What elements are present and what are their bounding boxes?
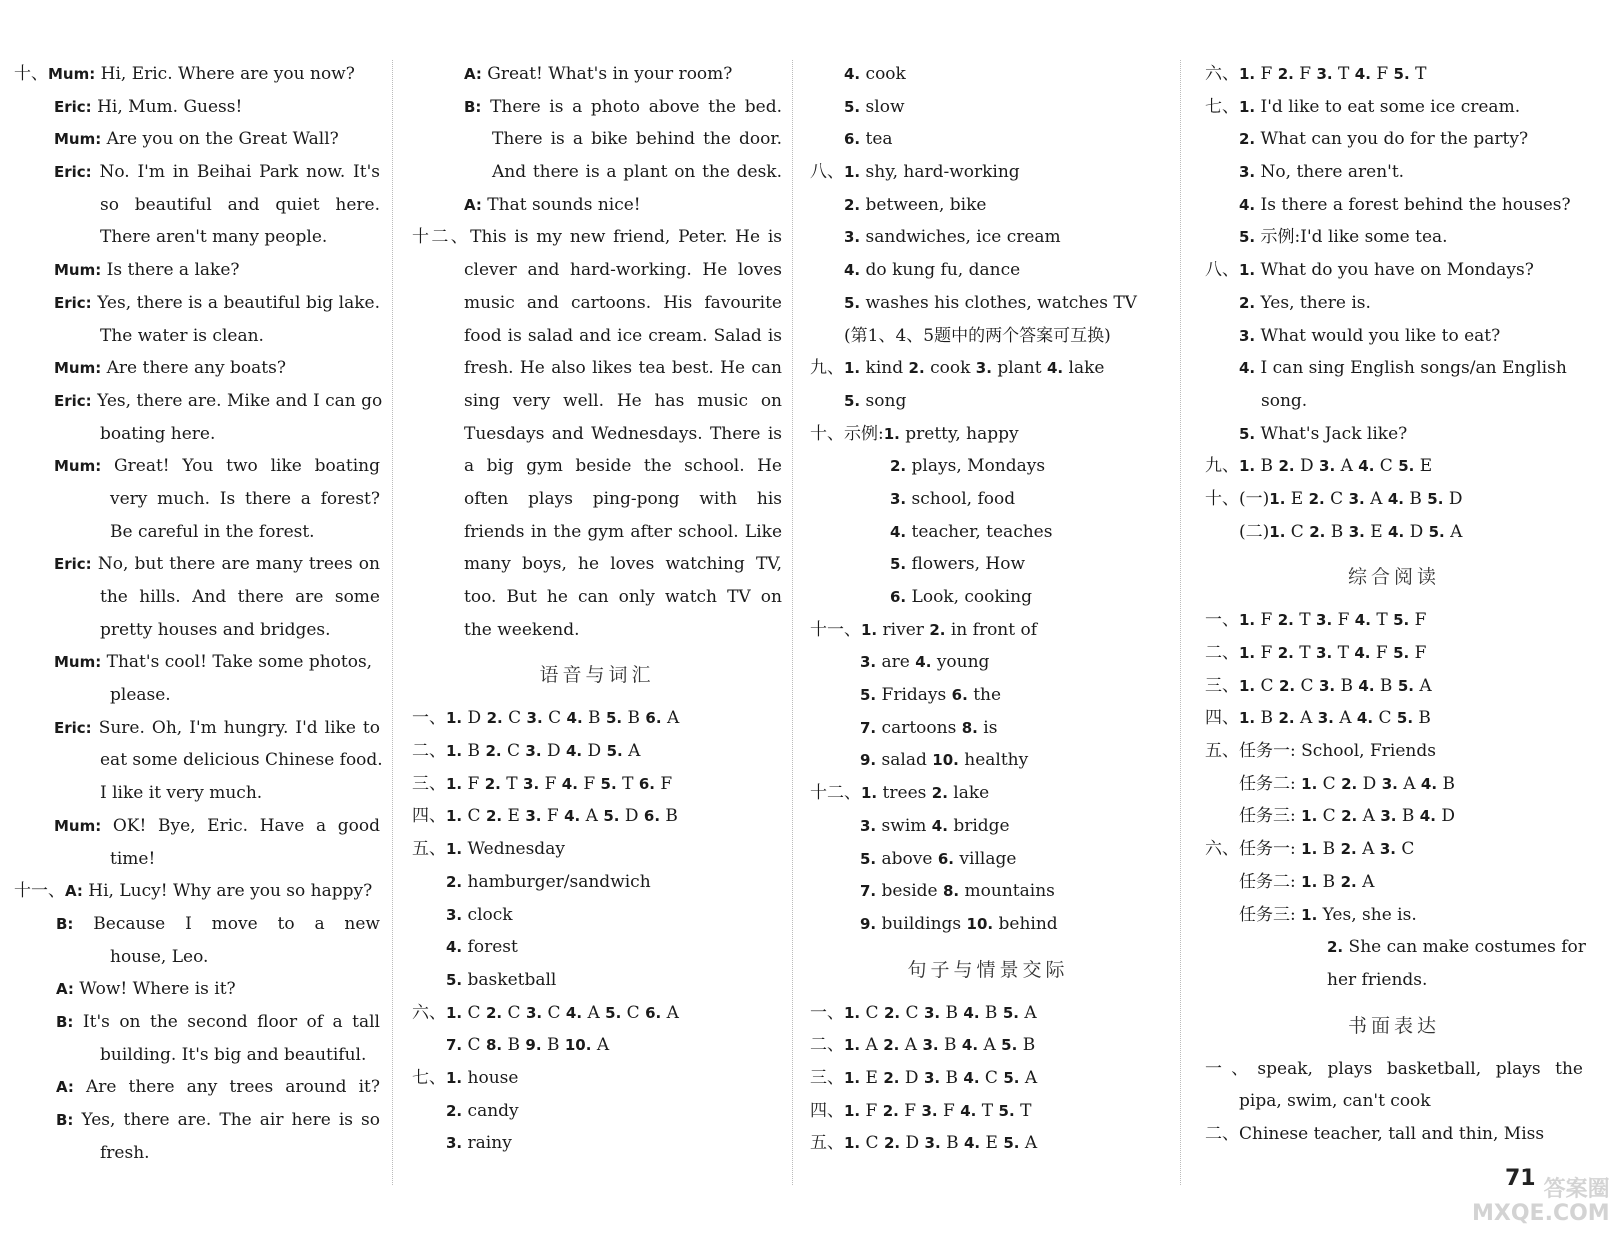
answer-line: 五、1. C 2. D 3. B 4. E 5. A [810, 1133, 1038, 1154]
passage-line: clever and hard-working. He loves [464, 260, 782, 281]
answer-line: 9. buildings 10. behind [860, 913, 1058, 934]
section-heading: 书面表达 [1347, 1014, 1440, 1037]
dialogue-line: B: Yes, there are. The air here is so [56, 1110, 380, 1130]
answer-line: 任务三: 1. Yes, she is. [1239, 904, 1417, 925]
dialogue-line: Eric: Sure. Oh, I'm hungry. I'd like to [54, 717, 380, 738]
answer-line: 2. Yes, there is. [1239, 292, 1371, 313]
dialogue-line: Mum: That's cool! Take some photos, [54, 652, 373, 673]
dialogue-line: B: It's on the second floor of a tall [56, 1011, 380, 1032]
answer-line: 3. clock [446, 904, 513, 925]
answer-note: (第1、4、5题中的两个答案可互换) [844, 325, 1111, 346]
answer-line: 5. slow [844, 96, 905, 117]
answer-line: 十一、1. river 2. in front of [810, 619, 1038, 640]
dialogue-line: 十一、A: Hi, Lucy! Why are you so happy? [14, 881, 373, 902]
passage-line: a big gym beside the school. He [464, 456, 782, 477]
watermark: 答案圈 MXQE.COM [1472, 1177, 1610, 1226]
answer-line: 六、1. F 2. F 3. T 4. F 5. T [1205, 64, 1427, 84]
passage-line: music and cartoons. His favourite [464, 292, 782, 313]
answer-line: 六、1. C 2. C 3. C 4. A 5. C 6. A [412, 1002, 679, 1023]
answer-line: 5. 示例:I'd like some tea. [1239, 227, 1448, 248]
answer-line: 5. Fridays 6. the [860, 685, 1002, 706]
column-3 [810, 58, 1166, 1160]
answer-line: 3. What would you like to eat? [1239, 325, 1501, 346]
dialogue-line: Eric: Yes, there are. Mike and I can go [54, 390, 383, 411]
answer-line: 2. What can you do for the party? [1239, 129, 1529, 150]
dialogue-line: I like it very much. [100, 783, 263, 804]
answer-line: 4. teacher, teaches [890, 521, 1053, 542]
answer-line: 3. swim 4. bridge [860, 815, 1010, 836]
answer-line: 一、1. C 2. C 3. B 4. B 5. A [810, 1002, 1037, 1023]
answer-line: 四、1. C 2. E 3. F 4. A 5. D 6. B [412, 806, 678, 827]
answer-line: 2. plays, Mondays [890, 456, 1046, 477]
answer-line: 七、1. house [412, 1067, 519, 1088]
dialogue-line: Eric: No, but there are many trees on [54, 554, 380, 575]
answer-line: 五、1. Wednesday [412, 839, 565, 860]
dialogue-line: fresh. [100, 1142, 150, 1163]
answer-line: 二、1. B 2. C 3. D 4. D 5. A [412, 741, 641, 762]
answer-line: her friends. [1327, 969, 1428, 990]
answer-line: 4. forest [446, 937, 518, 958]
answer-line: 2. between, bike [844, 194, 987, 215]
answer-line: 九、1. B 2. D 3. A 4. C 5. E [1205, 456, 1433, 477]
answer-line: 2. hamburger/sandwich [446, 871, 651, 892]
dialogue-line: so beautiful and quiet here. [100, 194, 380, 215]
column-divider [1180, 60, 1181, 1185]
answer-line: 八、1. shy, hard-working [810, 162, 1020, 183]
passage-line: often plays ping-pong with his [464, 488, 782, 509]
answer-line: 一、1. D 2. C 3. C 4. B 5. B 6. A [412, 708, 680, 729]
answer-line: 3. school, food [890, 488, 1016, 509]
answer-line: song. [1261, 390, 1308, 411]
passage-line: many boys, he loves watching TV, [464, 554, 782, 575]
passage-line: too. But he can only watch TV on [464, 587, 782, 607]
answer-line: 三、1. C 2. C 3. B 4. B 5. A [1205, 675, 1432, 696]
answer-line: 4. do kung fu, dance [844, 260, 1021, 281]
answer-line: 3. No, there aren't. [1239, 162, 1405, 183]
answer-line: 五、任务一: School, Friends [1205, 741, 1436, 762]
answer-line: 5. above 6. village [860, 848, 1017, 869]
answer-line: 四、1. F 2. F 3. F 4. T 5. T [810, 1100, 1032, 1121]
dialogue-line: Mum: Are you on the Great Wall? [54, 129, 339, 150]
dialogue-line: pretty houses and bridges. [100, 619, 331, 640]
answer-line: 5. flowers, How [890, 554, 1025, 575]
answer-line: 4. Is there a forest behind the houses? [1239, 194, 1571, 215]
passage-line: fresh. He also likes tea best. He can [464, 358, 782, 379]
dialogue-line: B: There is a photo above the bed. [464, 96, 782, 117]
answer-line: 3. sandwiches, ice cream [844, 227, 1061, 248]
answer-line: 三、1. F 2. T 3. F 4. F 5. T 6. F [412, 773, 673, 794]
answer-line: 任务二: 1. B 2. A [1239, 871, 1375, 892]
dialogue-line: Mum: Are there any boats? [54, 358, 286, 379]
answer-line: 八、1. What do you have on Mondays? [1205, 260, 1534, 281]
column-2 [412, 58, 782, 1160]
answer-line: 7. beside 8. mountains [860, 881, 1055, 902]
dialogue-line: Mum: OK! Bye, Eric. Have a good [54, 815, 380, 836]
answer-line: 9. salad 10. healthy [860, 750, 1029, 771]
answer-line: 二、1. F 2. T 3. T 4. F 5. F [1205, 643, 1427, 663]
dialogue-line: B: Because I move to a new [56, 913, 380, 934]
dialogue-line: Eric: No. I'm in Beihai Park now. It's [54, 162, 380, 183]
answer-line: 十、(一)1. E 2. C 3. A 4. B 5. D [1205, 488, 1463, 509]
column-1 [14, 58, 383, 1169]
column-divider [392, 60, 393, 1185]
answer-line: 6. Look, cooking [890, 587, 1032, 607]
answer-line: 7. C 8. B 9. B 10. A [446, 1035, 610, 1056]
answer-line: 2. She can make costumes for [1327, 937, 1586, 958]
dialogue-line: Eric: Hi, Mum. Guess! [54, 96, 243, 117]
dialogue-line: the hills. And there are some [100, 587, 380, 607]
dialogue-line: A: That sounds nice! [464, 194, 641, 215]
answer-line: (二)1. C 2. B 3. E 4. D 5. A [1239, 521, 1463, 542]
section-heading: 句子与情景交际 [907, 958, 1069, 981]
answer-line: 6. tea [844, 129, 893, 150]
answer-line: 六、任务一: 1. B 2. A 3. C [1205, 839, 1415, 860]
answer-line: 四、1. B 2. A 3. A 4. C 5. B [1205, 708, 1431, 729]
dialogue-line: very much. Is there a forest? [110, 488, 380, 509]
passage-line: food is salad and ice cream. Salad is [464, 325, 782, 346]
dialogue-line: please. [110, 685, 171, 706]
dialogue-line: house, Leo. [110, 946, 209, 967]
column-4 [1205, 58, 1586, 1151]
answer-line: 5. washes his clothes, watches TV [844, 292, 1137, 313]
passage-line: the weekend. [464, 619, 580, 640]
answer-line: 任务二: 1. C 2. D 3. A 4. B [1239, 773, 1455, 794]
answer-line: 一、speak, plays basketball, plays the [1205, 1058, 1583, 1079]
answer-line: 三、1. E 2. D 3. B 4. C 5. A [810, 1067, 1038, 1088]
page-number: 71 [1505, 1166, 1536, 1191]
dialogue-line: building. It's big and beautiful. [100, 1044, 367, 1065]
answer-line: 4. cook [844, 64, 906, 84]
answer-line: 2. candy [446, 1100, 519, 1121]
dialogue-line: And there is a plant on the desk. [492, 162, 782, 183]
dialogue-line: Mum: Is there a lake? [54, 260, 240, 281]
answer-line: 十、示例:1. pretty, happy [810, 423, 1019, 444]
answer-line: 十二、1. trees 2. lake [810, 783, 990, 804]
dialogue-line: A: Are there any trees around it? [56, 1077, 380, 1098]
answer-line: 3. are 4. young [860, 652, 990, 673]
answer-line: 7. cartoons 8. is [860, 717, 998, 738]
passage-line: 十二、This is my new friend, Peter. He is [412, 227, 782, 248]
dialogue-line: time! [110, 848, 156, 869]
section-heading: 语音与词汇 [539, 664, 655, 687]
answer-line: 任务三: 1. C 2. A 3. B 4. D [1239, 806, 1455, 827]
answer-line: 3. rainy [446, 1133, 512, 1154]
dialogue-line: 十、Mum: Hi, Eric. Where are you now? [14, 64, 355, 84]
dialogue-line: A: Great! What's in your room? [464, 64, 733, 84]
dialogue-line: Mum: Great! You two like boating [54, 456, 380, 477]
passage-line: sing very well. He has music on [464, 390, 782, 411]
dialogue-line: There is a bike behind the door. [492, 129, 782, 150]
answer-line: 一、1. F 2. T 3. F 4. T 5. F [1205, 610, 1427, 631]
answer-line: 二、1. A 2. A 3. B 4. A 5. B [810, 1035, 1036, 1056]
answer-line: 5. What's Jack like? [1239, 423, 1408, 444]
passage-line: friends in the gym after school. Like [464, 521, 782, 542]
dialogue-line: boating here. [100, 423, 216, 444]
answer-line: 二、Chinese teacher, tall and thin, Miss [1205, 1123, 1545, 1144]
passage-line: Tuesdays and Wednesdays. There is [464, 423, 782, 444]
dialogue-line: A: Wow! Where is it? [56, 979, 236, 1000]
column-divider [792, 60, 793, 1185]
answer-line: 5. basketball [446, 969, 557, 990]
answer-line: 5. song [844, 390, 907, 411]
dialogue-line: Be careful in the forest. [110, 521, 315, 542]
dialogue-line: Eric: Yes, there is a beautiful big lake. [54, 292, 380, 313]
answer-line: 七、1. I'd like to eat some ice cream. [1205, 96, 1521, 117]
answer-line: 九、1. kind 2. cook 3. plant 4. lake [810, 358, 1105, 379]
answer-line: pipa, swim, can't cook [1239, 1091, 1431, 1112]
section-heading: 综合阅读 [1347, 566, 1440, 589]
dialogue-line: eat some delicious Chinese food. [100, 750, 383, 771]
dialogue-line: The water is clean. [100, 325, 264, 346]
answer-line: 4. I can sing English songs/an English [1239, 358, 1567, 379]
dialogue-line: There aren't many people. [100, 227, 328, 248]
